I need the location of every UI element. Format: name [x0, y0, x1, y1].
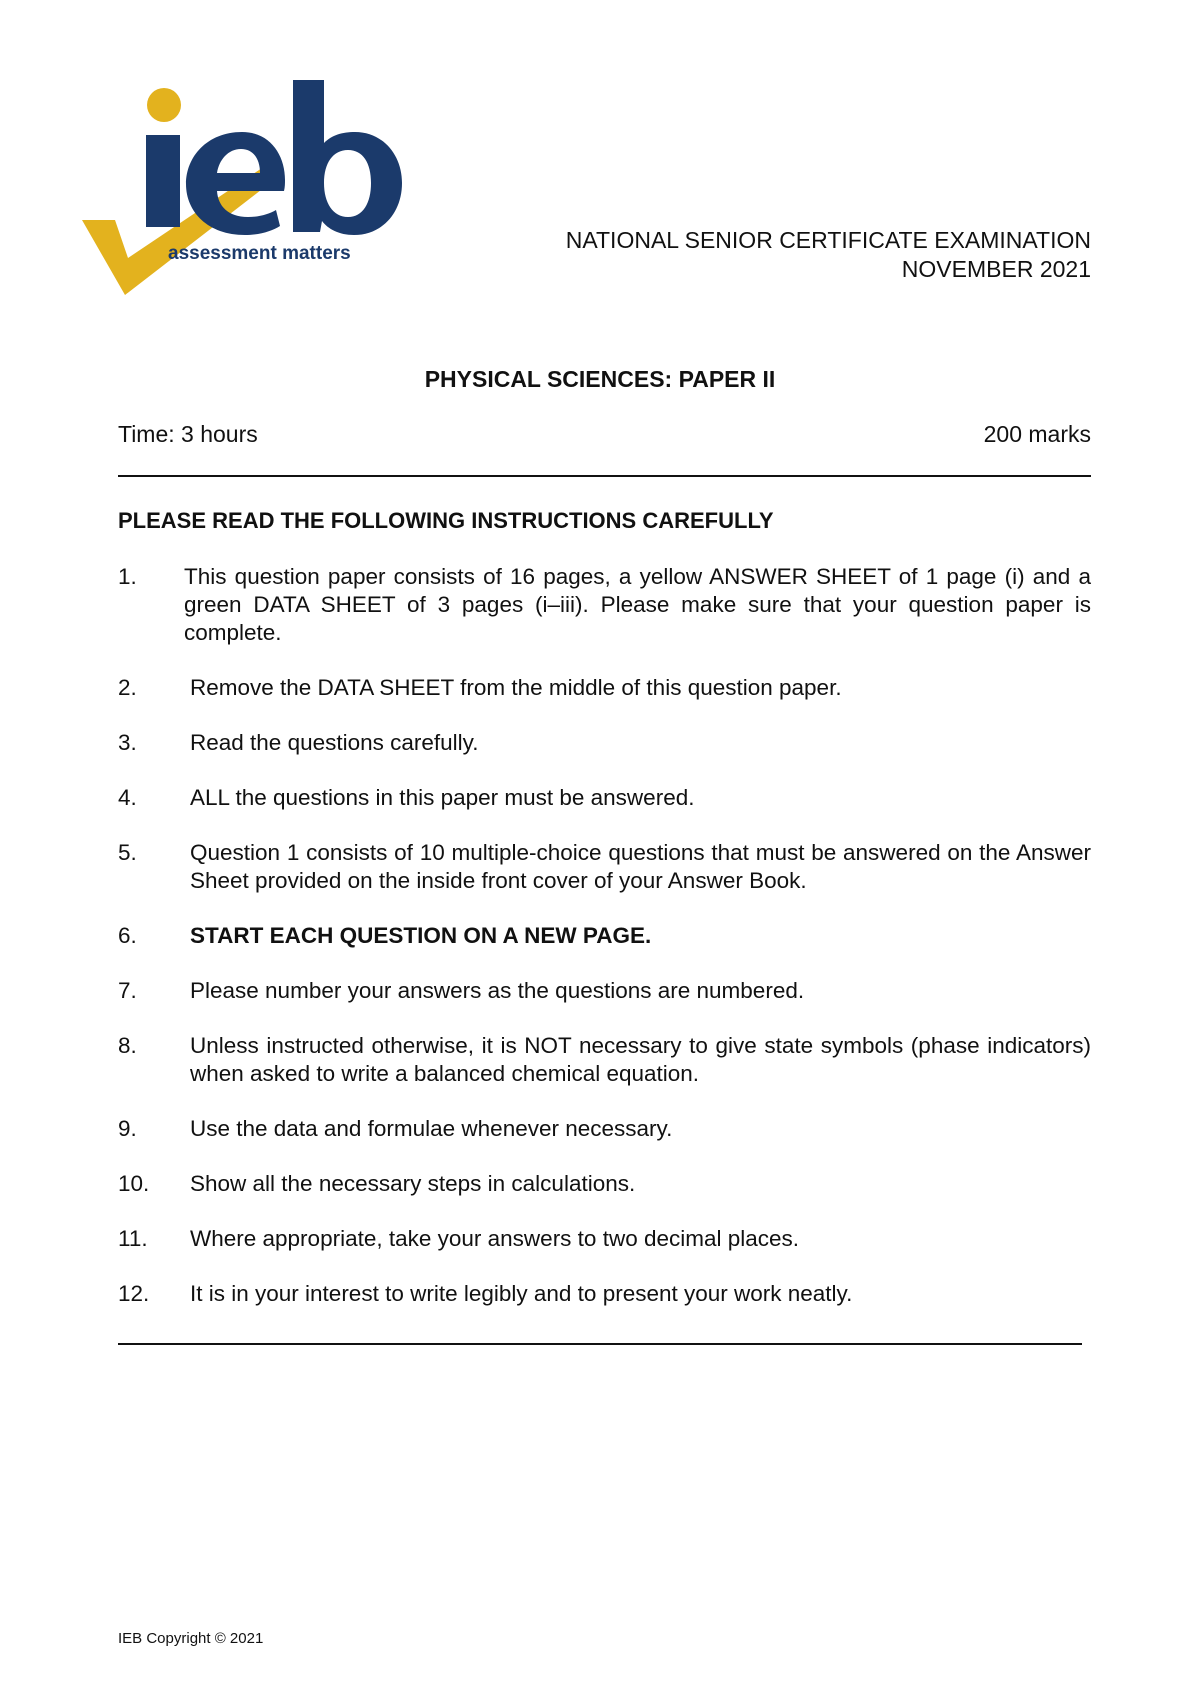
instruction-item: [118, 1170, 1091, 1198]
instruction-text: START EACH QUESTION ON A NEW PAGE.: [190, 923, 652, 948]
instruction-number: 9.: [118, 1116, 137, 1141]
instruction-text: Question 1 consists of 10 multiple-choice questions that must be answered on the Answer Sheet provided on the inside front cover of your Answer Book.: [190, 840, 1091, 893]
instruction-item: [118, 977, 1091, 1005]
instructions-heading: PLEASE READ THE FOLLOWING INSTRUCTIONS CAREFULLY: [118, 508, 774, 533]
instruction-number: 2.: [118, 675, 137, 700]
top-divider: [118, 475, 1091, 477]
instruction-number: 5.: [118, 840, 137, 865]
instruction-number: 1.: [118, 564, 137, 589]
instruction-text: ALL the questions in this paper must be answered.: [190, 785, 695, 810]
instruction-text: Use the data and formulae whenever necessary.: [190, 1116, 673, 1141]
instruction-number: 11.: [118, 1226, 148, 1251]
copyright-footer: IEB Copyright © 2021: [118, 1630, 264, 1647]
instruction-text: Remove the DATA SHEET from the middle of this question paper.: [190, 675, 842, 700]
instruction-number: 6.: [118, 923, 137, 948]
instruction-number: 4.: [118, 785, 137, 810]
instructions-list: [118, 563, 1091, 1335]
instruction-text: Where appropriate, take your answers to two decimal places.: [190, 1226, 800, 1251]
instruction-item: [118, 563, 1091, 647]
instruction-number: 3.: [118, 730, 137, 755]
instruction-item: [118, 1280, 1091, 1308]
instruction-text: This question paper consists of 16 pages, a yellow ANSWER SHEET of 1 page (i) and a green DATA SHEET of 3 pages (i–iii). Please make sure that your question paper is complete.: [184, 564, 1091, 645]
instruction-item: [118, 729, 1091, 757]
logo-tagline: assessment matters: [168, 243, 351, 264]
instruction-text: Unless instructed otherwise, it is NOT necessary to give state symbols (phase indicators) when asked to write a balanced chemical equation.: [190, 1033, 1091, 1086]
paper-title: PHYSICAL SCIENCES: PAPER II: [424, 366, 776, 392]
exam-name: NATIONAL SENIOR CERTIFICATE EXAMINATION: [565, 227, 1091, 253]
instruction-number: 10.: [118, 1171, 150, 1196]
ieb-logo-graphic: [80, 80, 420, 300]
instruction-text: It is in your interest to write legibly and to present your work neatly.: [190, 1281, 853, 1306]
ieb-logo: [80, 80, 420, 300]
instruction-item: [118, 1032, 1091, 1088]
instruction-item: [118, 674, 1091, 702]
instruction-item: [118, 922, 1091, 950]
bottom-divider: [118, 1343, 1082, 1345]
exam-date: NOVEMBER 2021: [901, 256, 1091, 282]
instruction-item: [118, 784, 1091, 812]
instruction-text: Show all the necessary steps in calculations.: [190, 1171, 636, 1196]
instruction-item: [118, 839, 1091, 895]
instruction-number: 7.: [118, 978, 137, 1003]
paper-meta: [118, 421, 1091, 448]
total-marks: 200 marks: [983, 421, 1091, 447]
instruction-text: Read the questions carefully.: [190, 730, 479, 755]
instruction-text: Please number your answers as the questions are numbered.: [190, 978, 805, 1003]
instruction-number: 12.: [118, 1281, 150, 1306]
exam-header: [566, 226, 1091, 284]
instruction-item: [118, 1115, 1091, 1143]
instruction-item: [118, 1225, 1091, 1253]
instruction-number: 8.: [118, 1033, 137, 1058]
time-allowed: Time: 3 hours: [118, 421, 258, 447]
